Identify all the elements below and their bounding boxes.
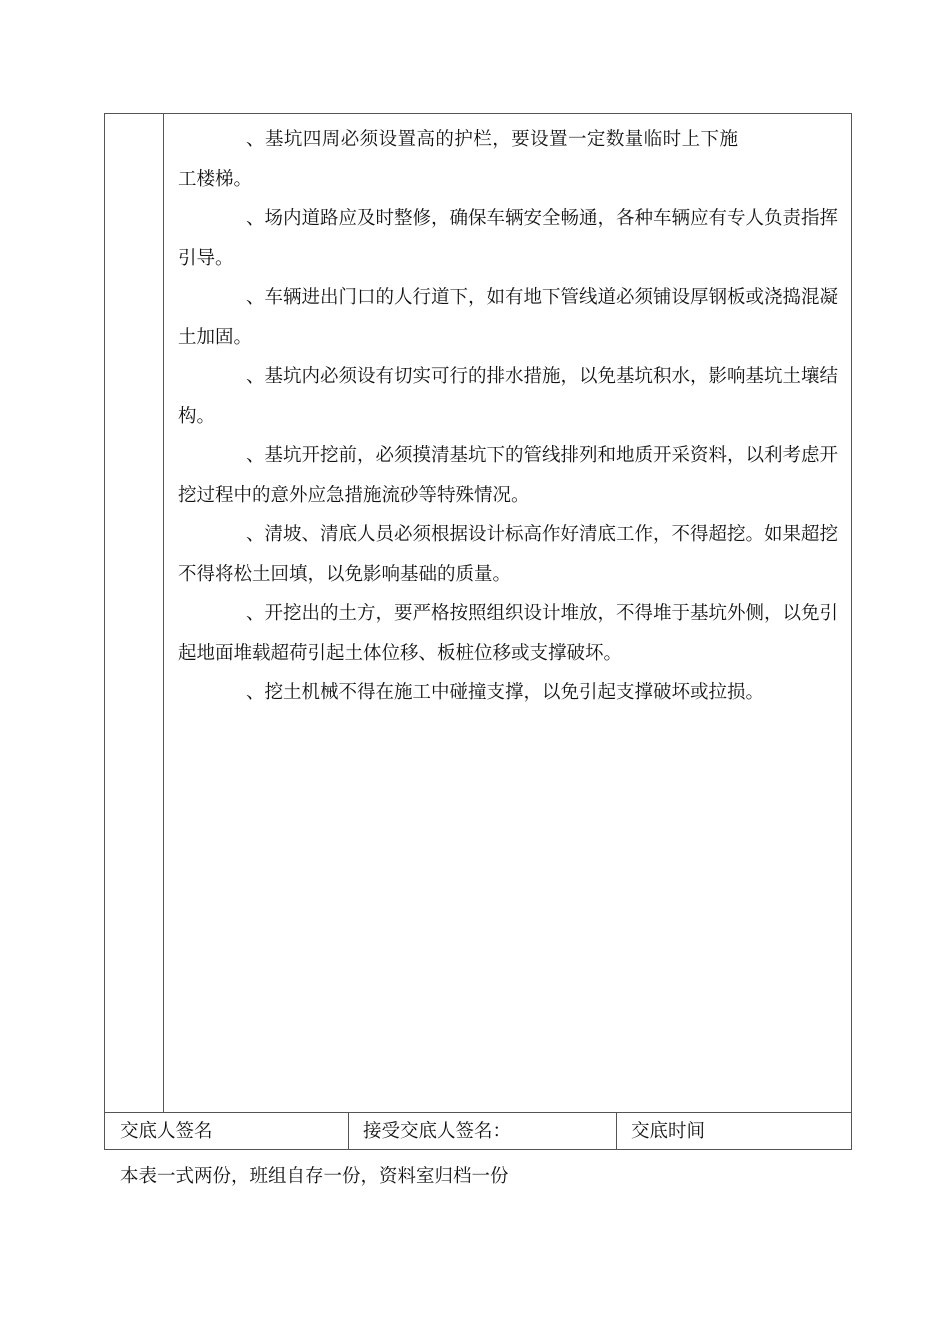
receiver-signature-label: 接受交底人签名： — [348, 1113, 616, 1150]
safety-item-8: 、挖土机械不得在施工中碰撞支撑，以免引起支撑破坏或拉损。 — [246, 682, 765, 703]
safety-item-5: 、基坑开挖前，必须摸清基坑下的管线排列和地质开采资料，以利考虑开挖过程中的意外应急措施流砂等特殊情况。 — [178, 445, 839, 506]
safety-item-2: 、场内道路应及时整修，确保车辆安全畅通，各种车辆应有专人负责指挥引导。 — [178, 208, 839, 269]
signature-row — [105, 1112, 851, 1150]
safety-item-7: 、开挖出的土方，要严格按照组织设计堆放，不得堆于基坑外侧，以免引起地面堆载超荷引起土体位移、板桩位移或支撑破坏。 — [178, 603, 839, 664]
disclosure-form-table — [104, 113, 852, 1150]
safety-item-1: 、基坑四周必须设置高的护栏，要设置一定数量临时上下施工楼梯。 — [178, 129, 738, 190]
disclosure-time-label: 交底时间 — [616, 1113, 851, 1150]
form-footnote: 本表一式两份，班组自存一份，资料室归档一份 — [120, 1166, 509, 1187]
safety-item-3: 、车辆进出门口的人行道下，如有地下管线道必须铺设厚钢板或浇捣混凝土加固。 — [178, 287, 839, 348]
presenter-signature-label: 交底人签名 — [120, 1121, 213, 1142]
disclosure-content — [178, 120, 838, 713]
safety-item-6: 、清坡、清底人员必须根据设计标高作好清底工作，不得超挖。如果超挖不得将松土回填，以免影响基础的质量。 — [178, 524, 839, 585]
safety-item-4: 、基坑内必须设有切实可行的排水措施，以免基坑积水，影响基坑土壤结构。 — [178, 366, 839, 427]
item-label-column — [105, 114, 164, 1112]
